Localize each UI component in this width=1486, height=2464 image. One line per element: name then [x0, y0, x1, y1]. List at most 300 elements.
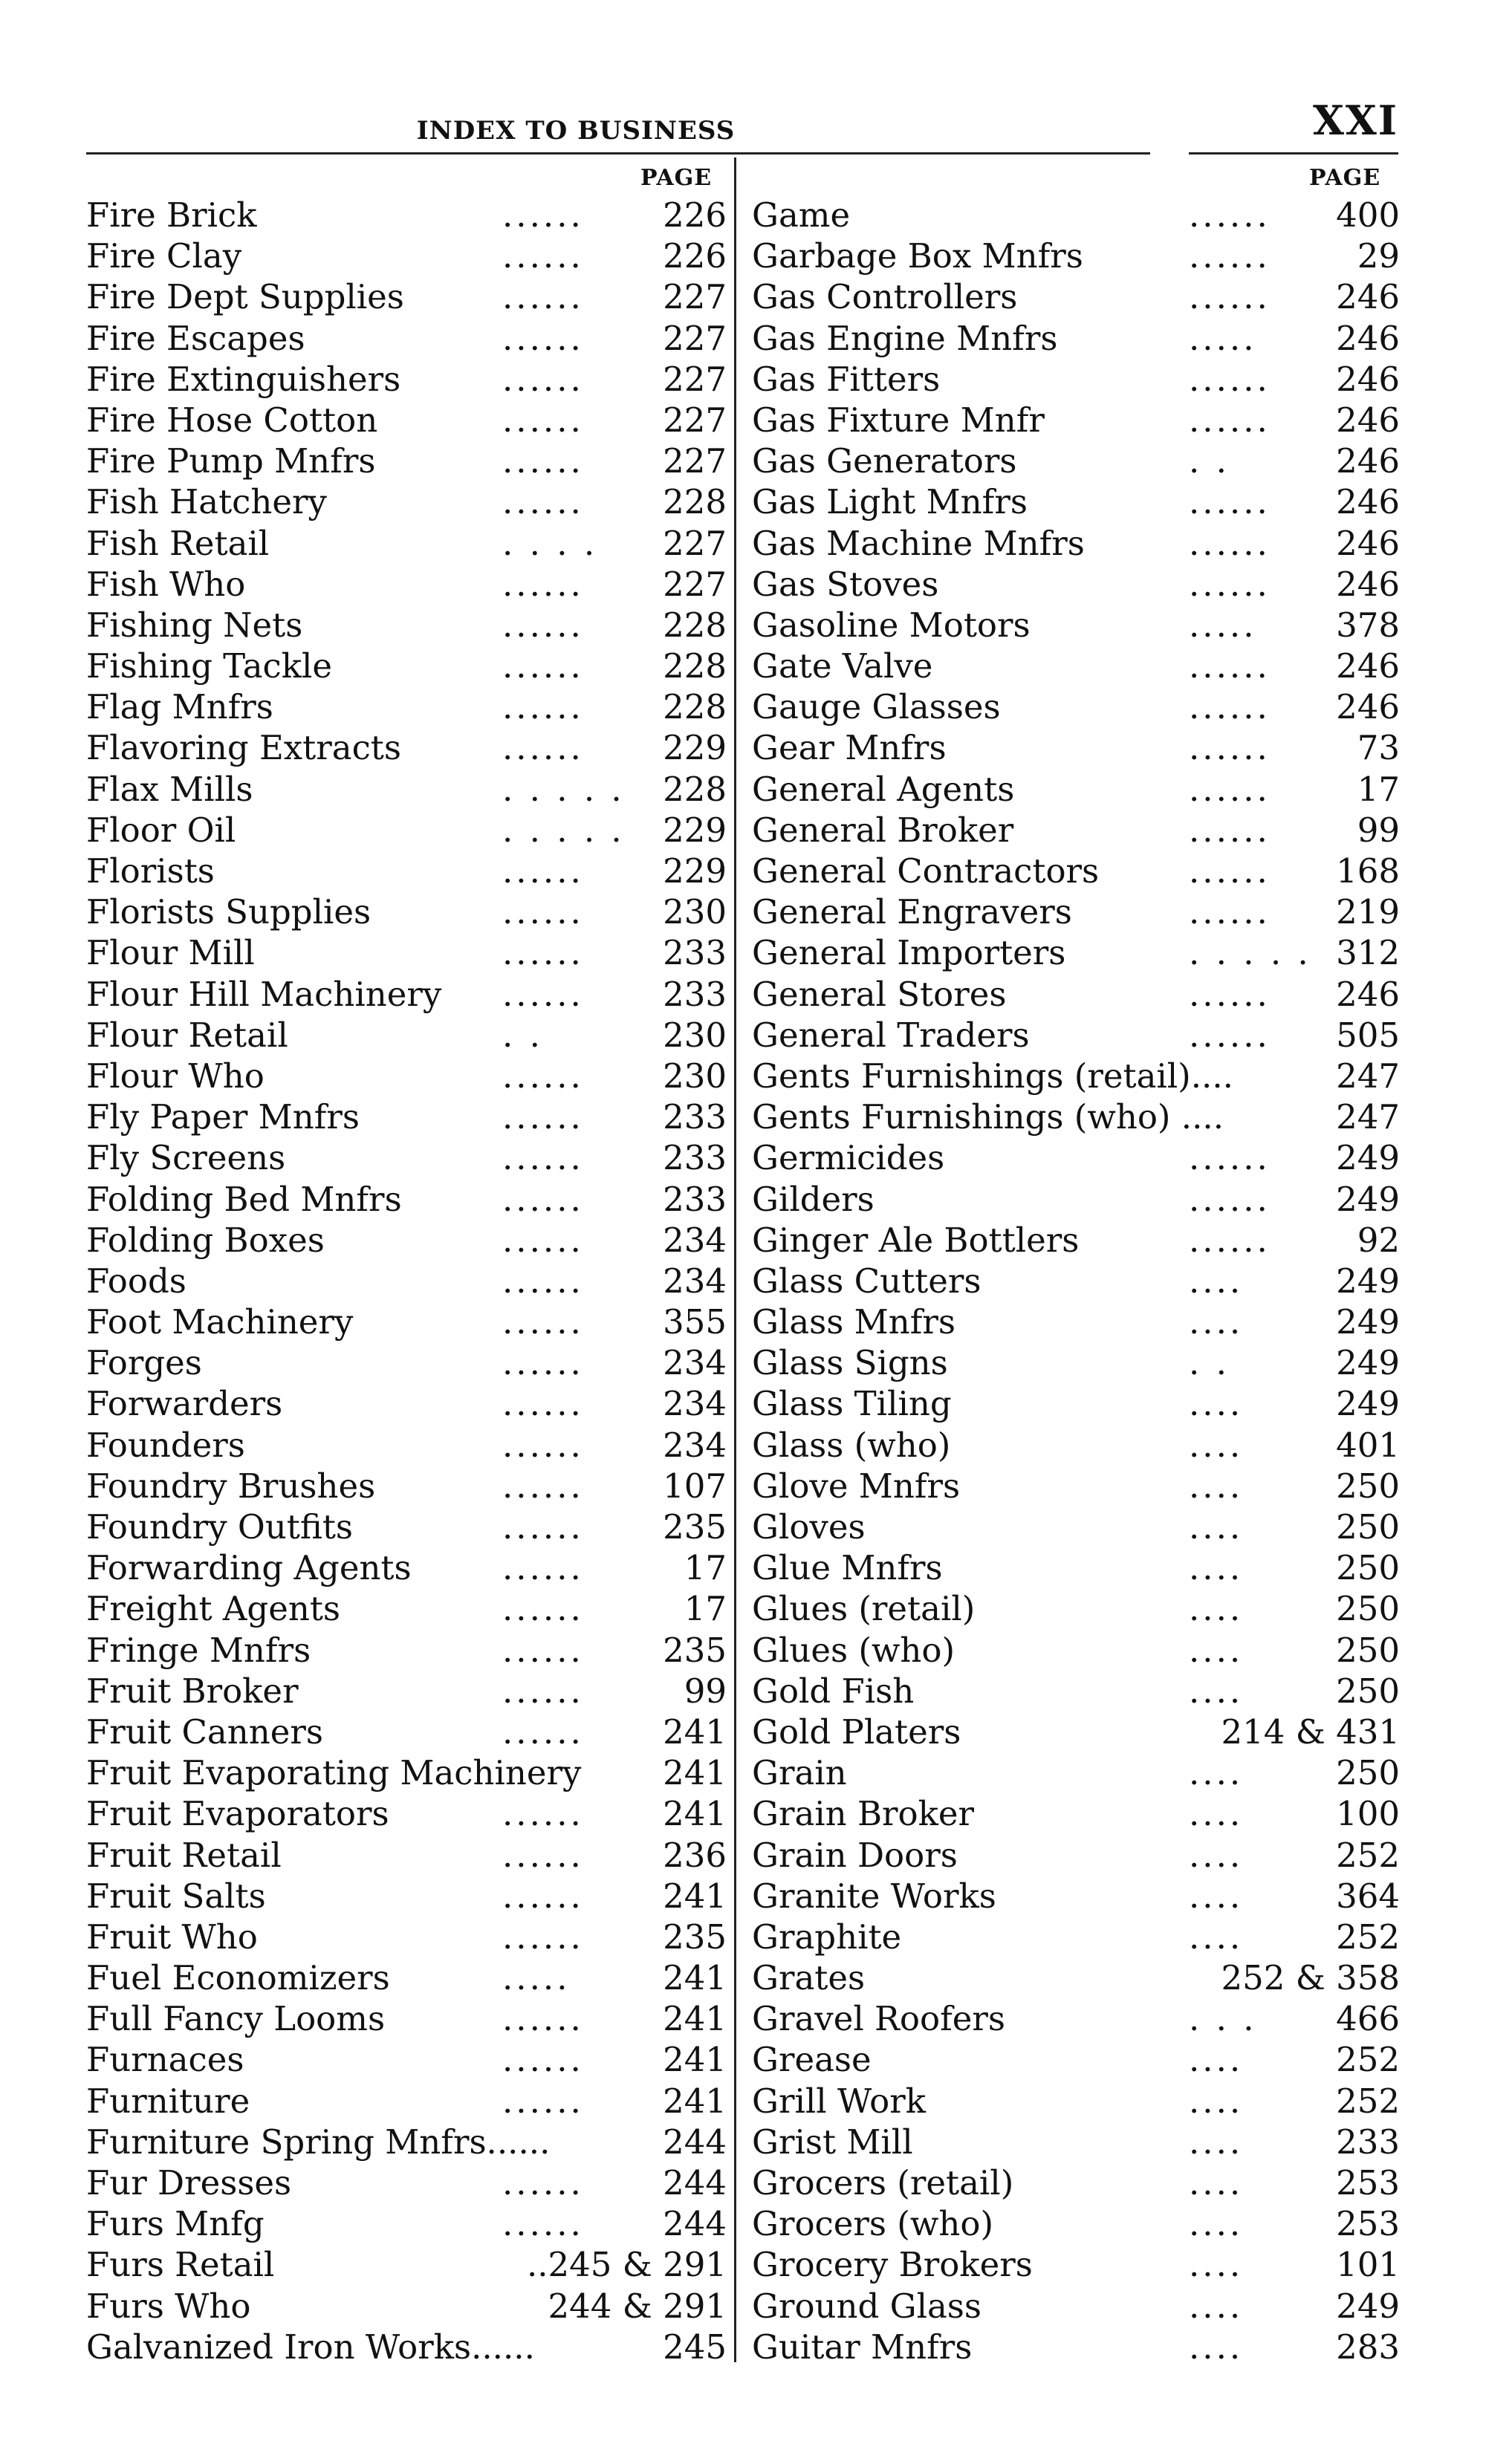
index-entry [752, 2327, 1400, 2367]
index-entry [752, 851, 1400, 891]
entry-label: Fly Paper Mnfrs [86, 1097, 360, 1137]
entry-leader-dots: ...... [502, 195, 584, 235]
entry-label: Gilders [752, 1179, 875, 1219]
index-entry [752, 2122, 1400, 2162]
index-entry [86, 2203, 727, 2244]
entry-label: Fishing Tackle [86, 646, 333, 686]
entry-leader-dots: ...... [1189, 195, 1271, 235]
entry-leader-dots: ...... [1189, 974, 1271, 1014]
entry-label: Grocers (retail) [752, 2163, 1014, 2203]
index-entry [752, 441, 1400, 481]
entry-label: Game [752, 195, 851, 235]
entry-page-number: 466 [1336, 1999, 1400, 2039]
entry-label: Garbage Box Mnfrs [752, 236, 1083, 276]
entry-page-number: 244 & 291 [548, 2286, 727, 2326]
entry-label: Fish Who [86, 564, 246, 604]
entry-label: Grain [752, 1753, 847, 1793]
entry-leader-dots: ...... [502, 1507, 584, 1547]
entry-leader-dots: ...... [502, 728, 584, 768]
entry-page-number: 241 [663, 1794, 727, 1834]
index-entry [752, 2203, 1400, 2244]
entry-page-number: 234 [663, 1425, 727, 1465]
index-entry [752, 564, 1400, 605]
index-entry [86, 2327, 727, 2367]
index-entry [86, 318, 727, 359]
entry-page-number: 236 [663, 1835, 727, 1875]
entry-label: Florists [86, 851, 215, 891]
entry-leader-dots: .... [1189, 1384, 1244, 1424]
entry-page-number: 246 [1336, 523, 1400, 563]
entry-page-number: 233 [1336, 2122, 1400, 2162]
entry-leader-dots: ...... [1189, 728, 1271, 768]
entry-label: Gas Light Mnfrs [752, 482, 1028, 522]
entry-page-number: 17 [684, 1589, 727, 1629]
index-entry [752, 523, 1400, 564]
entry-label: General Engravers [752, 892, 1072, 932]
index-entry [86, 400, 727, 441]
entry-leader-dots: ...... [502, 1466, 584, 1506]
entry-label: Germicides [752, 1138, 945, 1178]
entry-page-number: 355 [663, 1302, 727, 1342]
index-entry [86, 2039, 727, 2080]
entry-label: Forwarders [86, 1384, 283, 1424]
entry-leader-dots: . . [502, 1015, 543, 1055]
entry-leader-dots: ...... [502, 1056, 584, 1096]
entry-label: Grease [752, 2040, 872, 2080]
entry-page-number: 17 [684, 1548, 727, 1588]
index-entry [86, 1630, 727, 1671]
entry-label: Folding Boxes [86, 1220, 325, 1260]
entry-label: Full Fancy Looms [86, 1999, 386, 2039]
entry-page-number: 283 [1336, 2327, 1400, 2367]
entry-label: Gas Fixture Mnfr [752, 400, 1045, 440]
entry-page-number: 244 [663, 2163, 727, 2203]
entry-leader-dots: .... [1189, 1589, 1244, 1629]
index-entry [752, 1630, 1400, 1671]
entry-page-number: 505 [1336, 1015, 1400, 1055]
entry-leader-dots: . . [1189, 1343, 1230, 1383]
index-entry [86, 523, 727, 564]
entry-leader-dots: ...... [1189, 1220, 1271, 1260]
entry-leader-dots: ...... [1189, 851, 1271, 891]
entry-leader-dots: ...... [502, 1835, 584, 1875]
entry-page-number: 250 [1336, 1507, 1400, 1547]
index-entry [752, 1301, 1400, 1342]
index-entry [86, 481, 727, 522]
entry-leader-dots: ...... [502, 1794, 584, 1834]
index-entry [86, 1137, 727, 1178]
entry-leader-dots: ...... [502, 1343, 584, 1383]
entry-leader-dots: ...... [502, 2163, 584, 2203]
entry-leader-dots: .... [1189, 1466, 1244, 1506]
entry-page-number: 228 [663, 605, 727, 645]
entry-leader-dots: .... [1189, 2245, 1244, 2285]
entry-page-number: 244 [663, 2122, 727, 2162]
entry-page-number: 234 [663, 1220, 727, 1260]
entry-label: Forwarding Agents [86, 1548, 412, 1588]
entry-page-number: 245 [663, 2327, 727, 2367]
index-entry [752, 769, 1400, 810]
entry-label: Fruit Broker [86, 1671, 299, 1711]
entry-label: General Agents [752, 769, 1015, 809]
entry-leader-dots: ...... [502, 2081, 584, 2121]
entry-leader-dots: ...... [1189, 687, 1271, 727]
entry-label: Gas Machine Mnfrs [752, 523, 1085, 563]
entry-leader-dots: ...... [1189, 359, 1271, 399]
index-entry [86, 1015, 727, 1056]
entry-page-number: 241 [663, 2040, 727, 2080]
entry-label: Freight Agents [86, 1589, 341, 1629]
entry-label: Gas Engine Mnfrs [752, 318, 1058, 358]
index-entry [86, 891, 727, 932]
index-entry [752, 2286, 1400, 2327]
entry-page-number: 312 [1336, 933, 1400, 973]
entry-page-number: 241 [663, 2081, 727, 2121]
index-entry [752, 1793, 1400, 1834]
entry-page-number: 246 [1336, 400, 1400, 440]
index-entry [752, 1712, 1400, 1752]
entry-page-number: 100 [1336, 1794, 1400, 1834]
entry-leader-dots: .... [1189, 2204, 1244, 2244]
entry-label: Gold Platers [752, 1712, 961, 1752]
entry-leader-dots: ...... [502, 441, 584, 481]
entry-page-number: 99 [1357, 810, 1400, 850]
entry-page-number: 29 [1357, 236, 1400, 276]
entry-leader-dots: .... [1189, 1261, 1244, 1301]
entry-page-number: 228 [663, 482, 727, 522]
entry-label: Graphite [752, 1917, 902, 1957]
entry-leader-dots: ...... [502, 1097, 584, 1137]
entry-leader-dots: ...... [1189, 769, 1271, 809]
entry-leader-dots: ...... [502, 1384, 584, 1424]
right-page-column-label: PAGE [1309, 165, 1381, 191]
entry-leader-dots: ...... [502, 1261, 584, 1301]
index-entry [86, 769, 727, 810]
entry-leader-dots: ..... [1189, 318, 1257, 358]
entry-label: Gate Valve [752, 646, 933, 686]
left-page-column-label: PAGE [640, 165, 713, 191]
entry-page-number: 228 [663, 687, 727, 727]
entry-leader-dots: ...... [502, 1302, 584, 1342]
index-entry [86, 1301, 727, 1342]
entry-leader-dots: ...... [502, 359, 584, 399]
index-entry [86, 1425, 727, 1466]
index-entry [752, 686, 1400, 727]
index-entry [86, 2081, 727, 2122]
index-entry [752, 1957, 1400, 1998]
index-entry [86, 1957, 727, 1998]
index-entry [86, 1917, 727, 1957]
entry-page-number: 246 [1336, 359, 1400, 399]
entry-label: Fire Brick [86, 195, 257, 235]
entry-label: Fish Retail [86, 523, 270, 563]
index-entry [752, 1015, 1400, 1056]
entry-page-number: 241 [663, 1712, 727, 1752]
entry-label: Fruit Evaporators [86, 1794, 389, 1834]
entry-leader-dots: ...... [502, 1671, 584, 1711]
index-entry [752, 1998, 1400, 2039]
index-entry [752, 481, 1400, 522]
entry-label: Fruit Retail [86, 1835, 282, 1875]
index-entry [86, 2244, 727, 2285]
index-entry [752, 1835, 1400, 1876]
entry-page-number: 233 [663, 1138, 727, 1178]
entry-leader-dots: ...... [502, 851, 584, 891]
entry-page-number: 168 [1336, 851, 1400, 891]
entry-leader-dots: .... [1189, 1835, 1244, 1875]
entry-leader-dots: ...... [502, 482, 584, 522]
index-entry [752, 1137, 1400, 1178]
index-entry [86, 810, 727, 851]
entry-label: Fruit Evaporating Machinery [86, 1753, 582, 1793]
entry-page-number: 400 [1336, 195, 1400, 235]
entry-page-number: 233 [663, 1179, 727, 1219]
entry-page-number: 246 [1336, 646, 1400, 686]
entry-page-number: 233 [663, 974, 727, 1014]
entry-leader-dots: .... [1189, 1753, 1244, 1793]
entry-label: Gas Controllers [752, 277, 1018, 317]
entry-label: Fire Pump Mnfrs [86, 441, 376, 481]
entry-page-number: 233 [663, 933, 727, 973]
entry-label: Gauge Glasses [752, 687, 1001, 727]
entry-label: Glass Cutters [752, 1261, 982, 1301]
index-entry [752, 1179, 1400, 1220]
entry-leader-dots: .... [1189, 2081, 1244, 2121]
entry-leader-dots: .... [1189, 1876, 1244, 1916]
entry-page-number: 252 [1336, 2081, 1400, 2121]
entry-page-number: 246 [1336, 277, 1400, 317]
entry-leader-dots: ...... [1189, 482, 1271, 522]
index-entry [86, 235, 727, 276]
index-entry [752, 1342, 1400, 1383]
index-entry [752, 2244, 1400, 2285]
entry-page-number: 227 [663, 564, 727, 604]
entry-page-number: 230 [663, 1056, 727, 1096]
entry-leader-dots: ...... [1189, 523, 1271, 563]
entry-label: Furs Who [86, 2286, 251, 2326]
entry-leader-dots: ...... [502, 1712, 584, 1752]
entry-leader-dots: ...... [502, 564, 584, 604]
index-entry [752, 2081, 1400, 2122]
entry-label: Foot Machinery [86, 1302, 354, 1342]
page-number: XXI [1312, 97, 1398, 144]
entry-leader-dots: .... [1189, 2286, 1244, 2326]
entry-page-number: 246 [1336, 482, 1400, 522]
entry-page-number: 241 [663, 1753, 727, 1793]
entry-label: Gents Furnishings (retail).... [752, 1056, 1233, 1096]
entry-leader-dots: .... [1189, 2122, 1244, 2162]
entry-leader-dots: ...... [502, 1425, 584, 1465]
entry-label: Fishing Nets [86, 605, 303, 645]
entry-page-number: 250 [1336, 1589, 1400, 1629]
entry-page-number: 73 [1357, 728, 1400, 768]
entry-leader-dots: .... [1189, 1794, 1244, 1834]
index-entry [752, 1588, 1400, 1629]
entry-page-number: ..245 & 291 [526, 2245, 727, 2285]
entry-page-number: 249 [1336, 1343, 1400, 1383]
entry-leader-dots: ...... [1189, 646, 1271, 686]
index-entry [86, 195, 727, 235]
right-index-column [752, 195, 1400, 2367]
entry-label: Fruit Salts [86, 1876, 266, 1916]
entry-label: Grain Doors [752, 1835, 958, 1875]
entry-label: Flour Mill [86, 933, 255, 973]
index-entry [752, 1671, 1400, 1712]
entry-label: General Traders [752, 1015, 1030, 1055]
entry-label: Fur Dresses [86, 2163, 292, 2203]
entry-leader-dots: ...... [1189, 892, 1271, 932]
index-entry [752, 932, 1400, 973]
index-entry [752, 646, 1400, 686]
index-entry [86, 1876, 727, 1917]
entry-page-number: 227 [663, 400, 727, 440]
entry-leader-dots: ..... [502, 1958, 571, 1998]
entry-page-number: 219 [1336, 892, 1400, 932]
entry-page-number: 99 [684, 1671, 727, 1711]
entry-leader-dots: .... [1189, 2040, 1244, 2080]
entry-label: Fuel Economizers [86, 1958, 390, 1998]
index-entry [86, 276, 727, 317]
entry-label: Glass Mnfrs [752, 1302, 955, 1342]
entry-label: Folding Bed Mnfrs [86, 1179, 402, 1219]
entry-leader-dots: .... [1189, 1302, 1244, 1342]
index-entry [86, 564, 727, 605]
index-entry [752, 1466, 1400, 1506]
entry-label: Foods [86, 1261, 186, 1301]
entry-leader-dots: ...... [502, 605, 584, 645]
entry-label: Gents Furnishings (who) .... [752, 1097, 1224, 1137]
entry-label: Grocery Brokers [752, 2245, 1033, 2285]
index-entry [752, 276, 1400, 317]
entry-page-number: 226 [663, 195, 727, 235]
entry-page-number: 226 [663, 236, 727, 276]
entry-page-number: 229 [663, 851, 727, 891]
entry-leader-dots: ...... [502, 2204, 584, 2244]
entry-page-number: 249 [1336, 1384, 1400, 1424]
index-entry [86, 1179, 727, 1220]
entry-leader-dots: ...... [502, 1589, 584, 1629]
entry-page-number: 101 [1336, 2245, 1400, 2285]
index-entry [86, 1793, 727, 1834]
entry-label: Gas Generators [752, 441, 1017, 481]
index-entry [86, 1547, 727, 1588]
index-entry [86, 974, 727, 1015]
entry-page-number: 241 [663, 1876, 727, 1916]
entry-leader-dots: ...... [502, 1917, 584, 1957]
entry-label: Glass Signs [752, 1343, 948, 1383]
entry-page-number: 401 [1336, 1425, 1400, 1465]
entry-label: General Stores [752, 974, 1007, 1014]
index-entry [752, 974, 1400, 1015]
entry-leader-dots: ...... [502, 646, 584, 686]
entry-label: Gold Fish [752, 1671, 915, 1711]
entry-label: Gravel Roofers [752, 1999, 1005, 2039]
index-entry [86, 1056, 727, 1096]
entry-leader-dots: ...... [502, 892, 584, 932]
entry-label: Galvanized Iron Works...... [86, 2327, 535, 2367]
index-entry [752, 2039, 1400, 2080]
index-entry [752, 1425, 1400, 1466]
entry-leader-dots: ...... [502, 2040, 584, 2080]
entry-label: Grill Work [752, 2081, 927, 2121]
entry-page-number: 244 [663, 2204, 727, 2244]
entry-label: Glass Tiling [752, 1384, 952, 1424]
index-entry [752, 195, 1400, 235]
entry-page-number: 228 [663, 769, 727, 809]
entry-leader-dots: ..... [1189, 605, 1257, 645]
column-divider [734, 157, 736, 2362]
entry-label: Fire Escapes [86, 318, 305, 358]
entry-label: Fire Hose Cotton [86, 400, 378, 440]
entry-page-number: 252 [1336, 1835, 1400, 1875]
entry-label: Floor Oil [86, 810, 236, 850]
entry-leader-dots: ...... [1189, 236, 1271, 276]
entry-page-number: 250 [1336, 1671, 1400, 1711]
entry-page-number: 241 [663, 1958, 727, 1998]
entry-page-number: 227 [663, 318, 727, 358]
entry-leader-dots: ...... [502, 1548, 584, 1588]
entry-leader-dots: .... [1189, 1425, 1244, 1465]
entry-label: Glue Mnfrs [752, 1548, 943, 1588]
index-entry [86, 2162, 727, 2203]
entry-page-number: 249 [1336, 1179, 1400, 1219]
index-entry [752, 318, 1400, 359]
entry-page-number: 235 [663, 1630, 727, 1670]
entry-label: Flour Hill Machinery [86, 974, 442, 1014]
entry-page-number: 17 [1357, 769, 1400, 809]
index-entry [752, 605, 1400, 646]
entry-label: Fringe Mnfrs [86, 1630, 311, 1670]
index-entry [86, 727, 727, 768]
index-entry [86, 1261, 727, 1301]
entry-page-number: 235 [663, 1917, 727, 1957]
index-entry [86, 1466, 727, 1506]
index-entry [752, 359, 1400, 400]
entry-leader-dots: . . . . . [1189, 933, 1311, 973]
entry-label: Furniture [86, 2081, 250, 2121]
index-entry [86, 1506, 727, 1547]
entry-page-number: 229 [663, 810, 727, 850]
index-entry [86, 646, 727, 686]
index-entry [86, 1220, 727, 1261]
entry-page-number: 234 [663, 1384, 727, 1424]
index-entry [86, 2122, 727, 2162]
entry-label: Flax Mills [86, 769, 253, 809]
entry-leader-dots: . . [1189, 441, 1230, 481]
entry-page-number: 234 [663, 1343, 727, 1383]
entry-leader-dots: ...... [1189, 277, 1271, 317]
entry-page-number: 233 [663, 1097, 727, 1137]
entry-page-number: 252 & 358 [1221, 1958, 1400, 1998]
entry-leader-dots: .... [1189, 2163, 1244, 2203]
entry-label: Glove Mnfrs [752, 1466, 961, 1506]
entry-label: Gear Mnfrs [752, 728, 947, 768]
entry-label: Gloves [752, 1507, 866, 1547]
entry-leader-dots: ...... [1189, 1179, 1271, 1219]
index-entry [86, 1835, 727, 1876]
entry-label: Glass (who) [752, 1425, 951, 1465]
entry-page-number: 249 [1336, 1302, 1400, 1342]
entry-label: Granite Works [752, 1876, 996, 1916]
entry-page-number: 234 [663, 1261, 727, 1301]
entry-label: Flour Who [86, 1056, 265, 1096]
entry-page-number: 378 [1336, 605, 1400, 645]
entry-leader-dots: ...... [1189, 1138, 1271, 1178]
entry-page-number: 249 [1336, 2286, 1400, 2326]
entry-leader-dots: ...... [502, 277, 584, 317]
index-entry [752, 1096, 1400, 1137]
entry-leader-dots: ...... [502, 1876, 584, 1916]
